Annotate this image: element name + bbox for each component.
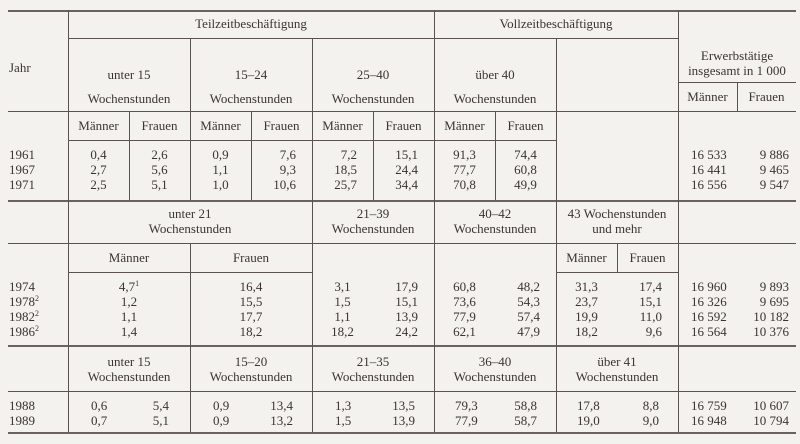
s1-group-label: 15–24	[234, 67, 268, 82]
s1-group-label: über 40	[475, 67, 515, 82]
s2-group-label: 40–42	[478, 206, 512, 221]
year: 1971	[9, 177, 35, 192]
table-bottom-border	[8, 432, 796, 434]
cell: 8,8	[642, 398, 659, 413]
cell: 18,2	[239, 324, 263, 339]
s1-group-label: unter 15	[107, 67, 151, 82]
cell: 77,9	[453, 309, 476, 324]
cell: 1,5	[335, 413, 352, 428]
header-jahr: Jahr	[9, 60, 31, 75]
cell: 58,8	[514, 398, 537, 413]
header-group-divider	[68, 38, 678, 39]
s2-wochenstunden: Wochenstunden	[148, 221, 232, 236]
header-erwerb-1: Erwerbstätige	[700, 48, 774, 63]
cell: 25,7	[334, 177, 357, 192]
cell: 0,9	[213, 413, 230, 428]
cell: 0,7	[91, 413, 108, 428]
cell: 3,1	[334, 279, 351, 294]
cell: 7,6	[279, 147, 296, 162]
cell: 58,7	[514, 413, 537, 428]
cell: 1,1	[212, 162, 229, 177]
cell: 23,7	[575, 294, 598, 309]
header-teilzeit: Teilzeitbeschäftigung	[195, 16, 307, 31]
cell: 15,1	[395, 294, 418, 309]
cell: 15,5	[239, 294, 263, 309]
cell: 0,9	[212, 147, 229, 162]
s1-wochenstunden: Wochenstunden	[209, 91, 293, 106]
cell: 15,1	[639, 294, 662, 309]
s2-maenner: Männer	[566, 250, 607, 265]
cell: 16,4	[239, 279, 263, 294]
s1-wochenstunden: Wochenstunden	[331, 91, 415, 106]
cell: 1,1	[334, 309, 351, 324]
s3-group-label: unter 15	[107, 354, 151, 369]
cell: 13,5	[392, 398, 415, 413]
cell: 19,9	[575, 309, 598, 324]
cell: 2,6	[151, 147, 168, 162]
s3-group-label: 15–20	[234, 354, 268, 369]
s1-maenner: Männer	[200, 118, 241, 133]
cell: 9,3	[279, 162, 296, 177]
cell: 73,6	[453, 294, 476, 309]
cell: 77,9	[455, 413, 478, 428]
col-divider	[556, 38, 557, 200]
cell: 34,4	[395, 177, 418, 192]
cell: 24,4	[395, 162, 418, 177]
cell: 9,6	[645, 324, 662, 339]
cell: 54,3	[517, 294, 540, 309]
total-m: 16 960	[691, 279, 727, 294]
cell: 79,3	[455, 398, 478, 413]
cell: 18,2	[575, 324, 598, 339]
sex-header-divider-s2b	[556, 272, 678, 273]
s1-wochenstunden: Wochenstunden	[87, 91, 171, 106]
s1-frauen: Frauen	[141, 118, 178, 133]
s2-wochenstunden: Wochenstunden	[331, 221, 415, 236]
year: 1974	[9, 279, 35, 294]
cell: 1,0	[212, 177, 229, 192]
s1-maenner: Männer	[444, 118, 485, 133]
cell: 15,1	[395, 147, 418, 162]
cell: 17,4	[639, 279, 662, 294]
s1-group-label: 25–40	[356, 67, 390, 82]
cell: 13,2	[270, 413, 293, 428]
cell: 13,9	[395, 309, 418, 324]
total-f: 10 182	[753, 309, 789, 324]
cell: 7,2	[340, 147, 357, 162]
cell: 57,4	[517, 309, 540, 324]
s3-wochenstunden: Wochenstunden	[87, 369, 171, 384]
s2-group-label-2: und mehr	[592, 221, 642, 236]
total-f: 9 893	[759, 279, 789, 294]
cell: 24,2	[395, 324, 418, 339]
total-f: 10 376	[753, 324, 789, 339]
cell: 70,8	[453, 177, 476, 192]
cell: 5,1	[151, 177, 168, 192]
cell: 1,2	[120, 294, 138, 309]
year: 1989	[9, 413, 35, 428]
cell: 17,9	[395, 279, 418, 294]
total-m: 16 592	[691, 309, 727, 324]
cell: 0,6	[91, 398, 108, 413]
cell: 13,9	[392, 413, 415, 428]
total-m: 16 948	[691, 413, 727, 428]
header-erwerb-2: insgesamt in 1 000	[688, 63, 786, 78]
cell: 1,4	[120, 324, 138, 339]
s2-group-label: 43 Wochenstunden	[567, 206, 667, 221]
cell: 0,9	[213, 398, 230, 413]
s2-maenner: Männer	[108, 250, 150, 265]
cell: 60,8	[514, 162, 537, 177]
cell: 74,4	[514, 147, 537, 162]
cell: $4,7^1$	[118, 279, 140, 294]
cell: 1,5	[334, 294, 351, 309]
total-f: 10 794	[753, 413, 789, 428]
s2-wochenstunden: Wochenstunden	[453, 221, 537, 236]
year: 1982$^2$	[9, 309, 39, 324]
cell: 2,7	[90, 162, 107, 177]
cell: 60,8	[453, 279, 476, 294]
s3-group-label: 21–35	[356, 354, 390, 369]
s1-maenner: Männer	[78, 118, 119, 133]
cell: 2,5	[90, 177, 107, 192]
year: 1961	[9, 147, 35, 162]
header-vollzeit: Vollzeitbeschäftigung	[499, 16, 613, 31]
cell: 62,1	[453, 324, 476, 339]
cell: 9,0	[642, 413, 659, 428]
s2-group-label: 21–39	[356, 206, 390, 221]
cell: 48,2	[517, 279, 540, 294]
s3-wochenstunden: Wochenstunden	[331, 369, 415, 384]
s2-frauen: Frauen	[629, 250, 666, 265]
year: 1978$^2$	[9, 294, 39, 309]
cell: 18,2	[331, 324, 354, 339]
cell: 5,1	[152, 413, 169, 428]
footnote-marker: 1	[135, 279, 140, 288]
total-m: 16 564	[691, 324, 727, 339]
total-m: 16 759	[691, 398, 727, 413]
header-erwerb-maenner: Männer	[687, 89, 728, 104]
cell: 91,3	[453, 147, 476, 162]
total-f: 9 695	[759, 294, 789, 309]
year: 1967	[9, 162, 35, 177]
s3-wochenstunden: Wochenstunden	[575, 369, 659, 384]
cell: 0,4	[90, 147, 107, 162]
s2-frauen: Frauen	[232, 250, 270, 265]
total-m: 16 441	[691, 162, 727, 177]
total-m: 16 556	[691, 177, 727, 192]
cell: 17,7	[239, 309, 263, 324]
total-m: 16 326	[691, 294, 727, 309]
s1-wochenstunden: Wochenstunden	[453, 91, 537, 106]
cell: 5,6	[151, 162, 168, 177]
header-erwerb-frauen: Frauen	[748, 89, 785, 104]
s3-group-label: 36–40	[478, 354, 512, 369]
cell: 17,8	[577, 398, 600, 413]
total-f: 9 886	[759, 147, 789, 162]
s3-group-label: über 41	[597, 354, 637, 369]
cell: 49,9	[514, 177, 537, 192]
s1-frauen: Frauen	[385, 118, 422, 133]
cell: 19,0	[577, 413, 600, 428]
s1-maenner: Männer	[322, 118, 363, 133]
year: 1986$^2$	[9, 324, 39, 339]
cell: 1,1	[120, 309, 138, 324]
cell: 13,4	[270, 398, 293, 413]
cell: 31,3	[575, 279, 598, 294]
cell: 47,9	[517, 324, 540, 339]
total-f: 9 465	[759, 162, 789, 177]
total-m: 16 533	[691, 147, 727, 162]
cell: 11,0	[639, 309, 662, 324]
s1-frauen: Frauen	[507, 118, 544, 133]
cell: 1,3	[335, 398, 352, 413]
total-f: 9 547	[759, 177, 789, 192]
s3-wochenstunden: Wochenstunden	[209, 369, 293, 384]
s3-wochenstunden: Wochenstunden	[453, 369, 537, 384]
total-f: 10 607	[753, 398, 789, 413]
cell: 77,7	[453, 162, 476, 177]
cell: 10,6	[273, 177, 296, 192]
year: 1988	[9, 398, 35, 413]
s2-group-label: unter 21	[168, 206, 212, 221]
cell: 18,5	[334, 162, 357, 177]
cell: 5,4	[152, 398, 169, 413]
s1-frauen: Frauen	[263, 118, 300, 133]
